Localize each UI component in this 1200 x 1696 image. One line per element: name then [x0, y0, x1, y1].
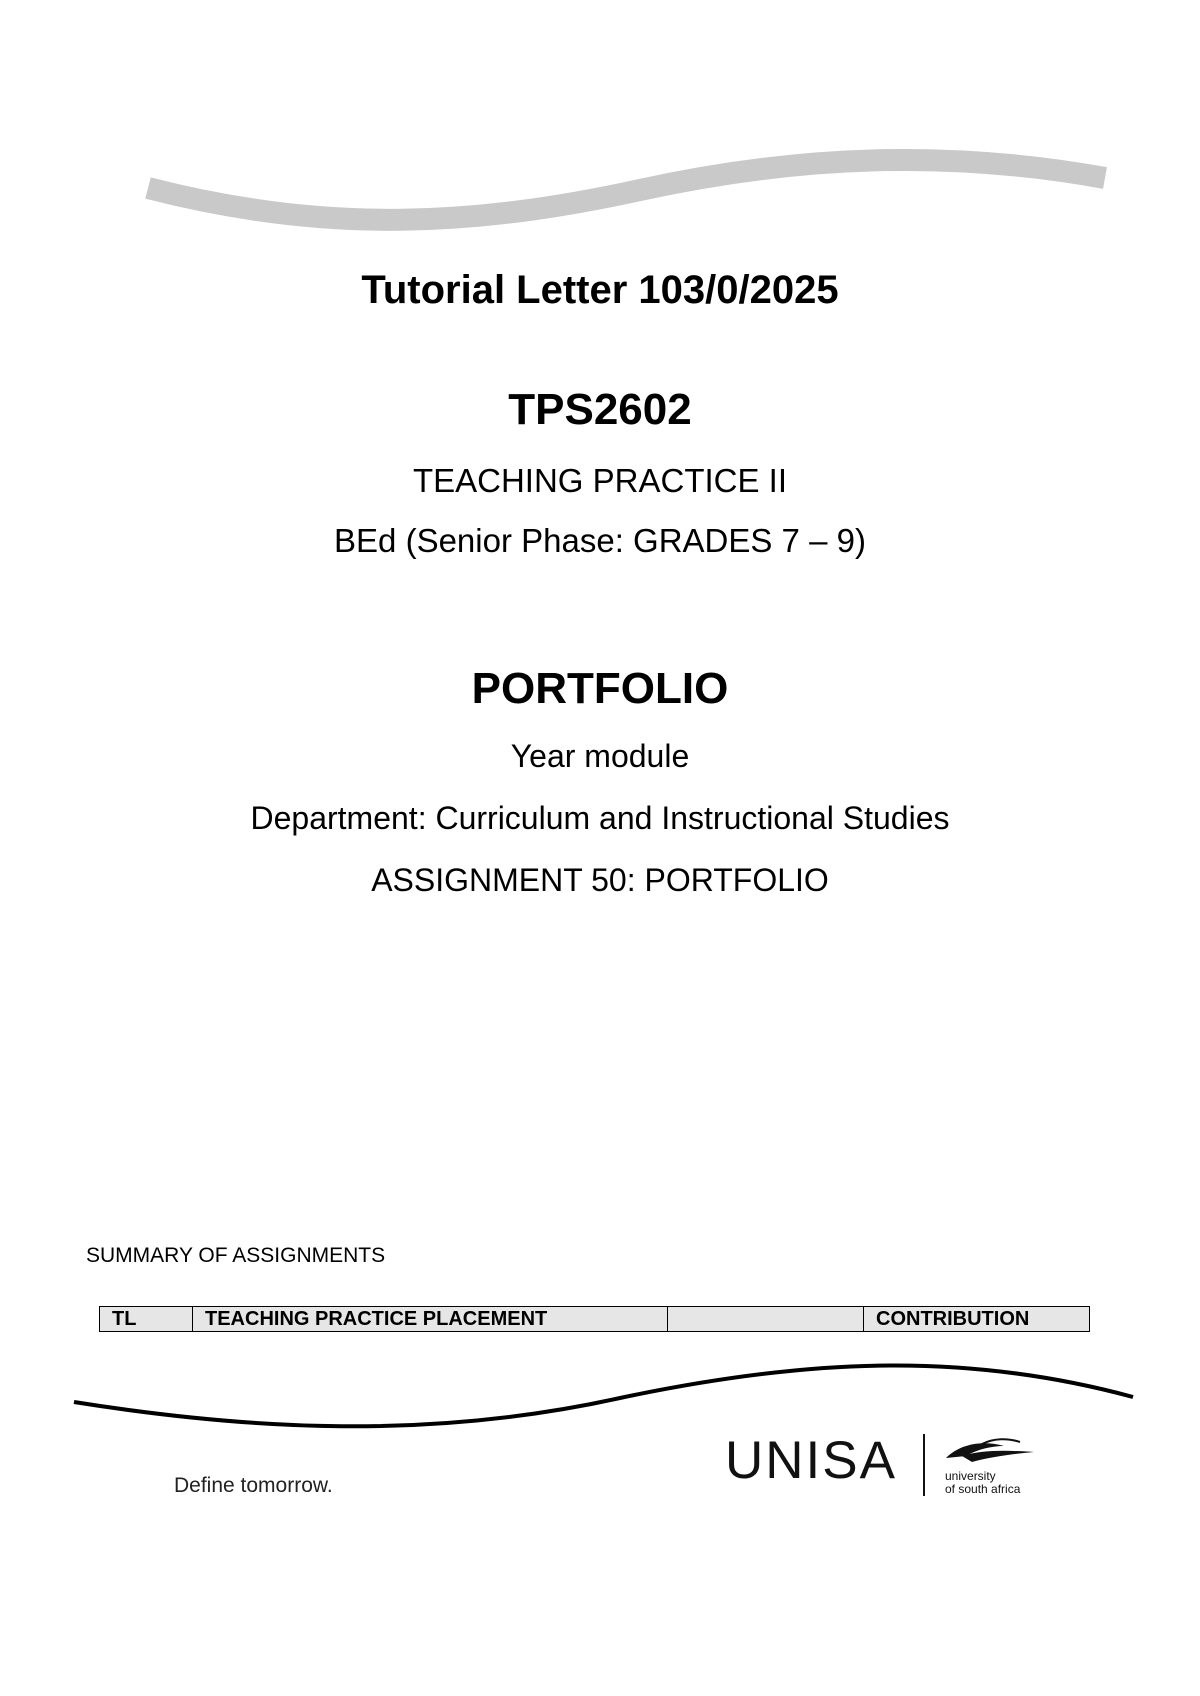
summary-heading: SUMMARY OF ASSIGNMENTS	[86, 1244, 386, 1267]
logo-subtext-line2: of south africa	[945, 1482, 1021, 1496]
document-type: PORTFOLIO	[471, 664, 729, 713]
bottom-wave-decoration	[74, 1365, 1133, 1426]
assignment-title: ASSIGNMENT 50: PORTFOLIO	[371, 862, 829, 898]
logo-divider	[923, 1434, 925, 1496]
table-header-row	[100, 1307, 1090, 1332]
logo-wordmark: UNISA	[725, 1431, 897, 1490]
column-header-tl: TL	[100, 1307, 193, 1332]
module-type: Year module	[510, 738, 690, 774]
tagline: Define tomorrow.	[174, 1474, 333, 1497]
module-name: TEACHING PRACTICE II	[412, 462, 788, 499]
column-header-placement: TEACHING PRACTICE PLACEMENT	[193, 1307, 668, 1332]
tutorial-letter-title: Tutorial Letter 103/0/2025	[361, 268, 839, 312]
bird-emblem-icon	[942, 1436, 1037, 1466]
logo-subtext-line1: university	[945, 1469, 996, 1483]
summary-table	[99, 1306, 1090, 1332]
module-code: TPS2602	[508, 385, 692, 434]
qualification: BEd (Senior Phase: GRADES 7 – 9)	[334, 522, 866, 559]
department: Department: Curriculum and Instructional Studies	[250, 800, 950, 836]
column-header-blank	[668, 1307, 864, 1332]
unisa-logo	[725, 1430, 1045, 1502]
column-header-contribution: CONTRIBUTION	[864, 1307, 1090, 1332]
